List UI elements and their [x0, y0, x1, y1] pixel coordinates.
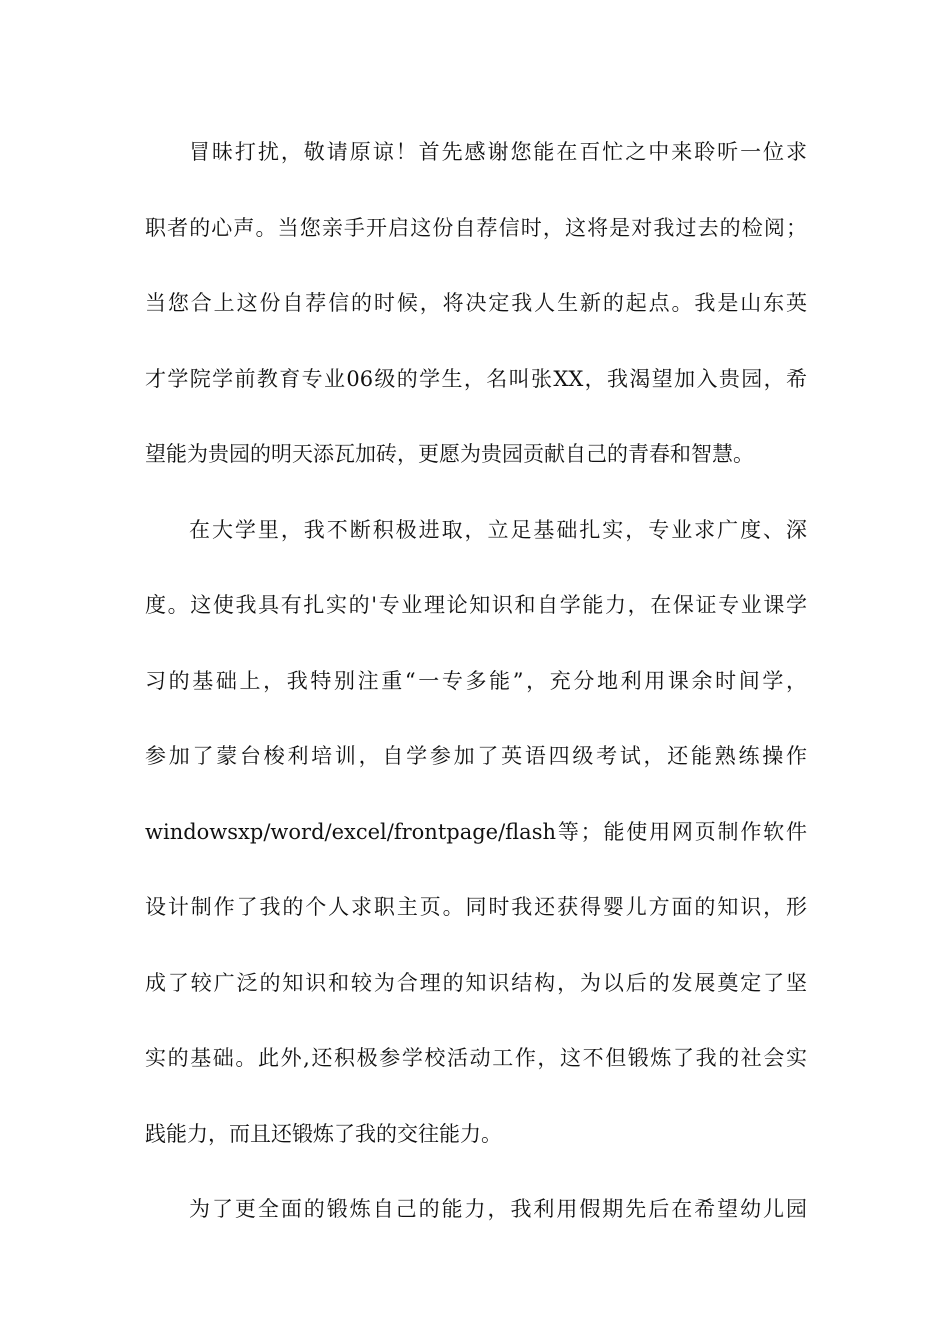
- paragraph-2-line-7: 成了较广泛的知识和较为合理的知识结构，为以后的发展奠定了坚: [145, 970, 807, 995]
- paragraph-2-line-9: 践能力，而且还锻炼了我的交往能力。: [145, 1121, 502, 1146]
- paragraph-2-line-1: 在大学里，我不断积极进取，立足基础扎实，专业求广度、深: [189, 517, 807, 542]
- paragraph-2-line-8: 实的基础。此外,还积极参学校活动工作，这不但锻炼了我的社会实: [145, 1046, 807, 1070]
- cover-letter-body: [145, 133, 807, 1266]
- paragraph-1-line-3: 当您合上这份自荐信的时候，将决定我人生新的起点。我是山东英: [145, 291, 807, 315]
- paragraph-2-line-4: 参加了蒙台梭利培训，自学参加了英语四级考试，还能熟练操作: [145, 744, 807, 768]
- paragraph-2-line-6: 设计制作了我的个人求职主页。同时我还获得婴儿方面的知识，形: [145, 895, 807, 919]
- paragraph-1-line-2: 职者的心声。当您亲手开启这份自荐信时，这将是对我过去的检阅；: [145, 215, 807, 240]
- paragraph-2-line-2: 度。这使我具有扎实的'专业理论知识和自学能力，在保证专业课学: [145, 593, 807, 617]
- paragraph-1-line-1: 冒昧打扰，敬请原谅！首先感谢您能在百忙之中来聆听一位求: [189, 140, 807, 164]
- paragraph-1-line-4: 才学院学前教育专业06级的学生，名叫张XX，我渴望加入贵园，希: [145, 366, 807, 391]
- paragraph-3-line-1: 为了更全面的锻炼自己的能力，我利用假期先后在希望幼儿园: [189, 1197, 807, 1221]
- paragraph-1-line-5: 望能为贵园的明天添瓦加砖，更愿为贵园贡献自己的青春和智慧。: [145, 442, 754, 466]
- paragraph-2-line-5: windowsxp/word/excel/frontpage/flash等；能使用网页制作软件: [145, 819, 807, 844]
- paragraph-2-line-3: 习的基础上，我特别注重“一专多能”，充分地利用课余时间学，: [145, 668, 807, 693]
